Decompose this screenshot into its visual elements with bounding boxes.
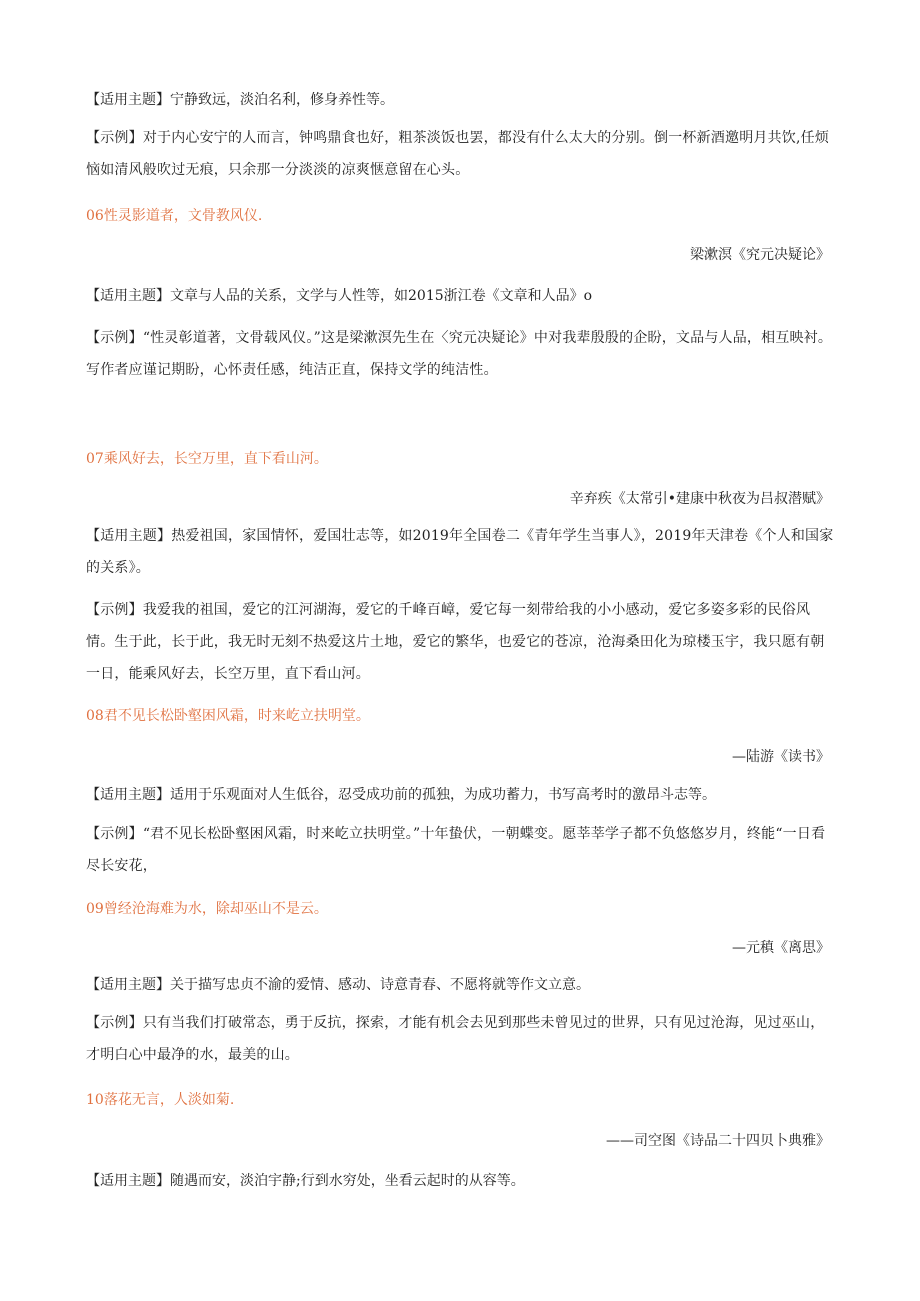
quote-author: 梁漱溟《究元决疑论》 bbox=[690, 247, 830, 263]
topic-text: 随遇而安，淡泊宇静;行到水穷处，坐看云起时的从容等。 bbox=[170, 1173, 525, 1189]
example-text: “君不见长松卧壑困风霜，时来屹立扶明堂。”十年蛰伏，一朝蝶变。愿莘莘学子都不负悠悠岁月，终能“一日看尽长安花， bbox=[86, 826, 826, 874]
example-text: 对于内心安宁的人而言，钟鸣鼎食也好，粗茶淡饭也罢，都没有什么太大的分别。倒一杯新酒邀明月共饮,任烦恼如清风般吹过无痕，只余那一分淡淡的凉爽惬意留在心头。 bbox=[86, 130, 830, 178]
topic-line bbox=[86, 977, 836, 994]
topic-tag: 【适用主题】 bbox=[86, 528, 172, 544]
quote-title: 07乘风好去，长空万里，直下看山河。 bbox=[86, 451, 328, 467]
topic-text: 文章与人品的关系，文学与人性等，如2015浙江卷《文章和人品》o bbox=[170, 288, 593, 304]
quote-title: 08君不见长松卧壑困风霜，时来屹立扶明堂。 bbox=[86, 708, 370, 724]
example-paragraph bbox=[86, 818, 836, 882]
topic-line bbox=[86, 1173, 836, 1190]
example-paragraph bbox=[86, 122, 836, 186]
example-tag: 【示例】 bbox=[86, 130, 143, 146]
quote-author: —陆游《读书》 bbox=[732, 749, 830, 765]
example-text: “性灵彰道著，文骨载风仪。”这是梁漱溟先生在〈究元决疑论》中对我辈殷殷的企盼，文品与人品，相互映衬。写作者应谨记期盼，心怀责任感，纯洁正直，保持文学的纯洁性。 bbox=[86, 330, 833, 378]
quote-author: 辛弃疾《太常引•建康中秋夜为吕叔潜赋》 bbox=[569, 491, 830, 507]
quote-title: 10落花无言，人淡如菊. bbox=[86, 1092, 235, 1108]
topic-tag: 【适用主题】 bbox=[86, 92, 170, 108]
topic-text: 适用于乐观面对人生低谷，忍受成功前的孤独，为成功蓄力，书写高考时的激昂斗志等。 bbox=[170, 787, 716, 803]
example-text: 只有当我们打破常态，勇于反抗，探索，才能有机会去见到那些未曾见过的世界，只有见过沧海，见过巫山，才明白心中最净的水，最美的山。 bbox=[86, 1015, 825, 1063]
example-text: 我爱我的祖国，爱它的江河湖海，爱它的千峰百嶂，爱它每一刻带给我的小小感动，爱它多姿多彩的民俗风情。生于此，长于此，我无时无刻不热爱这片土地，爱它的繁华，也爱它的苍凉，沧海桑田化为琼楼玉宇，我只愿有朝一日，能乘风好去，长空万里，直下看山河。 bbox=[86, 602, 825, 682]
example-tag: 【示例】 bbox=[86, 1015, 143, 1031]
example-tag: 【示例】 bbox=[86, 330, 143, 346]
example-tag: 【示例】 bbox=[86, 602, 143, 618]
topic-text: 热爱祖国，家国情怀，爱国壮志等，如2019年全国卷二《青年学生当事人》，2019年天津卷《个人和国家的关系》。 bbox=[86, 528, 834, 576]
example-tag: 【示例】 bbox=[86, 826, 143, 842]
topic-tag: 【适用主题】 bbox=[86, 977, 170, 993]
example-paragraph bbox=[86, 594, 836, 690]
topic-paragraph bbox=[86, 520, 836, 584]
quote-author: ——司空图《诗品二十四贝卜典雅》 bbox=[606, 1133, 830, 1149]
example-paragraph bbox=[86, 322, 836, 386]
topic-text: 宁静致远，淡泊名利，修身养性等。 bbox=[170, 92, 394, 108]
topic-tag: 【适用主题】 bbox=[86, 288, 170, 304]
topic-line bbox=[86, 92, 836, 109]
quote-title: 09曾经沧海难为水，除却巫山不是云。 bbox=[86, 901, 328, 917]
topic-text: 关于描写忠贞不渝的爱情、感动、诗意青春、不愿将就等作文立意。 bbox=[170, 977, 590, 993]
example-paragraph bbox=[86, 1007, 836, 1071]
topic-tag: 【适用主题】 bbox=[86, 1173, 170, 1189]
topic-line bbox=[86, 787, 836, 804]
quote-title: 06性灵影道者，文骨教风仪. bbox=[86, 208, 263, 224]
topic-tag: 【适用主题】 bbox=[86, 787, 170, 803]
quote-author: —元稹《离思》 bbox=[732, 940, 830, 956]
topic-line bbox=[86, 288, 836, 305]
